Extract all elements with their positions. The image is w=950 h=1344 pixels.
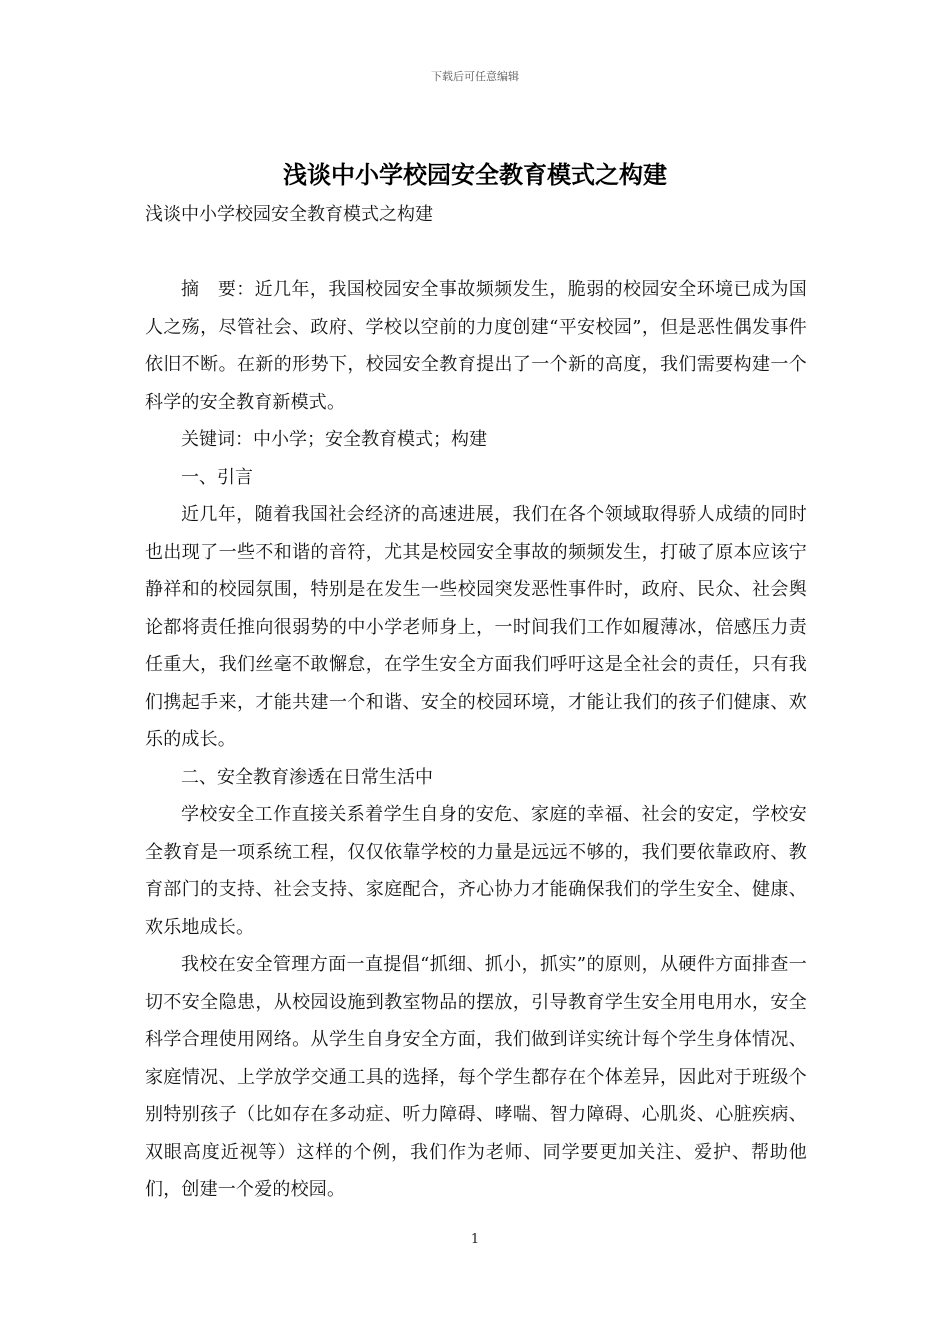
daily-life-paragraph-2: 我校在安全管理方面一直提倡“抓细、抓小，抓实”的原则，从硬件方面排查一切不安全隐患，从校园设施到教室物品的摆放，引导教育学生安全用电用水，安全科学合理使用网络。从学生自身安全方面，我们做到详实统计每个学生身体情况、家庭情况、上学放学交通工具的选择，每个学生都存在个体差异，因此对于班级个别特别孩子（比如存在多动症、听力障碍、哮喘、智力障碍、心肌炎、心脏疾病、双眼高度近视等）这样的个例，我们作为老师、同学要更加关注、爱护、帮助他们，创建一个爱的校园。 <box>145 954 807 1200</box>
daily-life-paragraph-1: 学校安全工作直接关系着学生自身的安危、家庭的幸福、社会的安定，学校安全教育是一项系统工程，仅仅依靠学校的力量是远远不够的，我们要依靠政府、教育部门的支持、社会支持、家庭配合，齐心协力才能确保我们的学生安全、健康、欢乐地成长。 <box>145 804 807 938</box>
introduction-paragraph: 近几年，随着我国社会经济的高速进展，我们在各个领域取得骄人成绩的同时也出现了一些不和谐的音符，尤其是校园安全事故的频频发生，打破了原本应该宁静祥和的校园氛围，特别是在发生一些校园突发恶性事件时，政府、民众、社会舆论都将责任推向很弱势的中小学老师身上，一时间我们工作如履薄冰，倍感压力责任重大，我们丝毫不敢懈怠，在学生安全方面我们呼吁这是全社会的责任，只有我们携起手来，才能共建一个和谐、安全的校园环境，才能让我们的孩子们健康、欢乐的成长。 <box>145 504 807 750</box>
section-heading-introduction: 一、引言 <box>181 466 253 488</box>
keywords-line: 关键词：中小学；安全教育模式；构建 <box>181 429 487 450</box>
document-body <box>145 196 807 1209</box>
blank-line <box>145 234 807 272</box>
header-note: 下载后可任意编辑 <box>431 70 519 83</box>
document-subtitle: 浅谈中小学校园安全教育模式之构建 <box>145 204 433 225</box>
document-title: 浅谈中小学校园安全教育模式之构建 <box>283 160 667 189</box>
section-heading-daily-life: 二、安全教育渗透在日常生活中 <box>181 766 433 788</box>
abstract-paragraph: 摘 要：近几年，我国校园安全事故频频发生，脆弱的校园安全环境已成为国人之殇，尽管社会、政府、学校以空前的力度创建“平安校园”，但是恶性偶发事件依旧不断。在新的形势下，校园安全教育提出了一个新的高度，我们需要构建一个科学的安全教育新模式。 <box>145 279 807 413</box>
page-number: 1 <box>470 1232 480 1247</box>
